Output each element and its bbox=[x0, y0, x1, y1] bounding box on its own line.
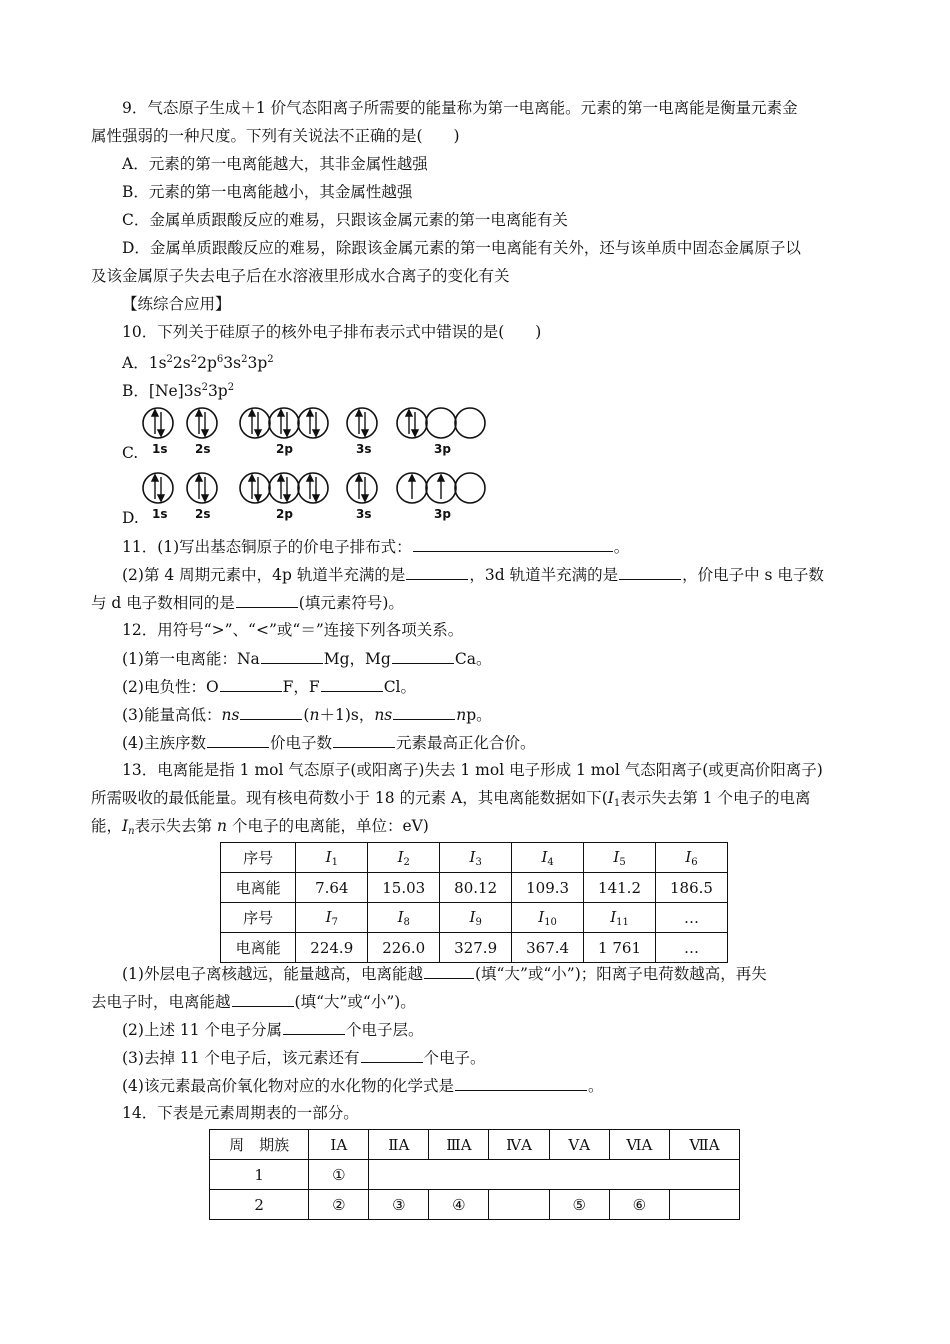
answer-blank[interactable] bbox=[240, 703, 302, 720]
config-1s: 1s bbox=[148, 354, 167, 372]
symbol-i: I bbox=[469, 907, 476, 926]
q12-1-b: Mg，Mg bbox=[323, 650, 391, 668]
q12-item4 bbox=[122, 731, 536, 754]
q13-p1-b: (填“大”或“小”)；阳离子电荷数越高，再失 bbox=[474, 965, 767, 983]
config-2p: 2p bbox=[197, 354, 217, 372]
header-cell bbox=[584, 903, 656, 933]
q13-s2-a: 所需吸收的最低能量。现有核电荷数小于 18 的元素 A，其电离能数据如下( bbox=[91, 789, 608, 807]
q9-option-d-line2: 及该金属原子失去电子后在水溶液里形成水合离子的变化有关 bbox=[91, 267, 510, 285]
orbital-label-3p: 3p bbox=[434, 507, 451, 521]
value-cell: 80.12 bbox=[440, 873, 512, 903]
element-cell: ④ bbox=[429, 1190, 489, 1220]
q10-a-prefix: A． bbox=[122, 354, 149, 372]
q11-part2-mid: ，3d 轨道半充满的是 bbox=[469, 566, 619, 584]
q13-p2-a: (2)上述 11 个电子分属 bbox=[122, 1021, 283, 1039]
q9-option-d-line1: D．金属单质跟酸反应的难易，除跟该金属元素的第一电离能有关外，还与该单质中固态金属原子以 bbox=[122, 239, 801, 257]
answer-blank[interactable] bbox=[207, 731, 269, 748]
symbol-i: I bbox=[325, 907, 332, 926]
q12-2-c: Cl。 bbox=[383, 678, 417, 696]
section-heading: 【练综合应用】 bbox=[122, 295, 231, 313]
header-cell bbox=[512, 843, 584, 873]
q13-s3-sub: n bbox=[128, 826, 135, 837]
sub-index: 7 bbox=[331, 916, 338, 928]
q13-p1-a: (1)外层电子离核越远，能量越高，电离能越 bbox=[122, 965, 423, 983]
element-cell: ⑥ bbox=[609, 1190, 669, 1220]
answer-blank[interactable] bbox=[406, 563, 468, 580]
sub-index: 5 bbox=[619, 856, 626, 868]
q12-1-c: Ca。 bbox=[454, 650, 492, 668]
header-cell: … bbox=[656, 903, 728, 933]
period-label: 2 bbox=[210, 1190, 309, 1220]
answer-blank[interactable] bbox=[283, 1018, 345, 1035]
answer-blank[interactable] bbox=[236, 591, 298, 608]
orbital-label-3p: 3p bbox=[434, 442, 451, 456]
sub-index: 6 bbox=[691, 856, 698, 868]
table-row bbox=[221, 873, 728, 903]
answer-blank[interactable] bbox=[321, 675, 383, 692]
header-corner: 周 期族 bbox=[210, 1130, 309, 1160]
table-row bbox=[221, 843, 728, 873]
symbol-i: I bbox=[325, 847, 332, 866]
q12-3-ns: ns bbox=[221, 706, 240, 724]
sub-index: 3 bbox=[475, 856, 482, 868]
q13-s2-sub: 1 bbox=[613, 798, 621, 809]
q9-option-a: A．元素的第一电离能越大，其非金属性越强 bbox=[122, 155, 428, 173]
answer-blank[interactable] bbox=[413, 535, 613, 552]
q13-part1-line2 bbox=[91, 990, 416, 1013]
q12-item2 bbox=[122, 675, 416, 698]
value-cell: 141.2 bbox=[584, 873, 656, 903]
q12-2-a: (2)电负性：O bbox=[122, 678, 219, 696]
group-header: ⅤA bbox=[549, 1130, 609, 1160]
arrow-pair bbox=[152, 410, 164, 436]
q13-s3-i: I bbox=[122, 817, 129, 835]
q11-line3 bbox=[91, 591, 404, 614]
periodic-table-fragment bbox=[209, 1129, 740, 1220]
orbital-diagram-c bbox=[140, 405, 490, 445]
q13-stem-line3 bbox=[91, 815, 429, 843]
symbol-i: I bbox=[469, 847, 476, 866]
q13-s3-b: 表示失去第 bbox=[134, 817, 218, 835]
q9-stem-line2: 属性强弱的一种尺度。下列有关说法不正确的是( ) bbox=[91, 127, 460, 145]
sub-index: 8 bbox=[403, 916, 410, 928]
q13-s2-b: 表示失去第 1 个电子的电离 bbox=[620, 789, 811, 807]
element-cell: ⑤ bbox=[549, 1190, 609, 1220]
answer-blank[interactable] bbox=[424, 962, 474, 979]
sub-index: 4 bbox=[547, 856, 554, 868]
q12-4-c: 元素最高正化合价。 bbox=[395, 734, 536, 752]
sup-1s: 2 bbox=[166, 354, 173, 365]
value-cell: … bbox=[656, 933, 728, 963]
q13-p3-b: 个电子。 bbox=[423, 1049, 486, 1067]
q12-3-a: (3)能量高低： bbox=[122, 706, 222, 724]
q12-3-c: ＋1)s， bbox=[319, 706, 375, 724]
q13-p3-a: (3)去掉 11 个电子后，该元素还有 bbox=[122, 1049, 360, 1067]
q11-part3-text: 与 d 电子数相同的是 bbox=[91, 594, 235, 612]
group-header: ⅡA bbox=[369, 1130, 429, 1160]
period-label: 1 bbox=[210, 1160, 309, 1190]
group-header: ⅥA bbox=[609, 1130, 669, 1160]
config-3p: 3p bbox=[247, 354, 268, 372]
orbital-diagram-d bbox=[140, 470, 490, 510]
q13-s3-c: 个电子的电离能，单位：eV) bbox=[227, 817, 429, 835]
q11-part1-text: 11．(1)写出基态铜原子的价电子排布式： bbox=[122, 538, 412, 556]
row-label: 电离能 bbox=[221, 873, 296, 903]
q11-line2 bbox=[122, 563, 824, 586]
q11-part2-end: ，价电子中 s 电子数 bbox=[682, 566, 824, 584]
value-cell: 327.9 bbox=[440, 933, 512, 963]
q13-part2 bbox=[122, 1018, 424, 1041]
answer-blank[interactable] bbox=[619, 563, 681, 580]
q10-b-prefix: B． bbox=[122, 382, 149, 400]
q13-p2-b: 个电子层。 bbox=[346, 1021, 424, 1039]
header-cell bbox=[296, 903, 368, 933]
element-cell bbox=[489, 1190, 549, 1220]
value-cell: 1 761 bbox=[584, 933, 656, 963]
sup-b-3p: 2 bbox=[227, 382, 235, 393]
q9-stem-line1: 9．气态原子生成＋1 价气态阳离子所需要的能量称为第一电离能。元素的第一电离能是衡量元素金 bbox=[122, 99, 798, 117]
sup-3s: 2 bbox=[241, 354, 248, 365]
config-core: [Ne] bbox=[148, 382, 184, 400]
q12-1-a: (1)第一电离能：Na bbox=[122, 650, 260, 668]
orbital-label-2p: 2p bbox=[276, 507, 293, 521]
group-header: ⅠA bbox=[309, 1130, 369, 1160]
symbol-i: I bbox=[610, 907, 617, 926]
q12-3-b: ( bbox=[303, 706, 310, 724]
q10-option-d-prefix: D. bbox=[122, 509, 139, 527]
q13-part1-line1 bbox=[122, 962, 767, 985]
orbital-label-2p: 2p bbox=[276, 442, 293, 456]
group-header: ⅦA bbox=[669, 1130, 739, 1160]
empty-cell bbox=[369, 1160, 740, 1190]
group-header: ⅣA bbox=[489, 1130, 549, 1160]
header-cell bbox=[656, 843, 728, 873]
orbital-label-2s: 2s bbox=[195, 507, 211, 521]
row-label: 序号 bbox=[221, 903, 296, 933]
value-cell: 224.9 bbox=[296, 933, 368, 963]
q11-line1 bbox=[122, 535, 629, 558]
q11-part1-end: 。 bbox=[613, 538, 630, 556]
ionization-energy-table bbox=[220, 842, 728, 963]
sub-index: 9 bbox=[475, 916, 482, 928]
q13-p4-a: (4)该元素最高价氧化物对应的水化物的化学式是 bbox=[122, 1077, 454, 1095]
group-header: ⅢA bbox=[429, 1130, 489, 1160]
symbol-i: I bbox=[685, 847, 692, 866]
config-b-3p: 3p bbox=[207, 382, 228, 400]
answer-blank[interactable] bbox=[333, 731, 395, 748]
q10-option-c-prefix: C. bbox=[122, 444, 139, 462]
symbol-i: I bbox=[613, 847, 620, 866]
sup-2s: 2 bbox=[190, 354, 198, 365]
q12-2-b: F，F bbox=[282, 678, 320, 696]
q12-3-d: p。 bbox=[466, 706, 492, 724]
q10-stem: 10．下列关于硅原子的核外电子排布表示式中错误的是( ) bbox=[122, 323, 542, 341]
element-cell: ② bbox=[309, 1190, 369, 1220]
q13-part4 bbox=[122, 1074, 603, 1097]
orbital-label-1s: 1s bbox=[152, 442, 168, 456]
table-row bbox=[221, 933, 728, 963]
sub-index: 2 bbox=[403, 856, 410, 868]
answer-blank[interactable] bbox=[232, 990, 294, 1007]
q12-item1 bbox=[122, 647, 491, 670]
sub-index: 11 bbox=[616, 916, 629, 928]
config-3s: 3s bbox=[223, 354, 242, 372]
orbital-label-3s: 3s bbox=[356, 442, 372, 456]
answer-blank[interactable] bbox=[361, 1046, 423, 1063]
orbital-label-3s: 3s bbox=[356, 507, 372, 521]
value-cell: 7.64 bbox=[296, 873, 368, 903]
element-cell bbox=[669, 1190, 739, 1220]
symbol-i: I bbox=[538, 907, 545, 926]
q13-p4-b: 。 bbox=[587, 1077, 604, 1095]
sup-3p: 2 bbox=[267, 354, 274, 365]
header-cell bbox=[440, 843, 512, 873]
q13-p1-c: 去电子时，电离能越 bbox=[91, 993, 231, 1011]
q12-item3 bbox=[122, 703, 492, 726]
answer-blank[interactable] bbox=[392, 647, 454, 664]
value-cell: 367.4 bbox=[512, 933, 584, 963]
answer-blank[interactable] bbox=[261, 647, 323, 664]
header-cell bbox=[512, 903, 584, 933]
q10-option-b bbox=[122, 377, 234, 402]
header-cell bbox=[296, 843, 368, 873]
q13-stem-line2 bbox=[91, 787, 810, 815]
symbol-i: I bbox=[397, 847, 404, 866]
sub-index: 1 bbox=[331, 856, 338, 868]
q13-s3-a: 能， bbox=[91, 817, 123, 835]
element-cell: ① bbox=[309, 1160, 369, 1190]
q13-s3-n: n bbox=[217, 817, 228, 835]
table-row bbox=[210, 1190, 740, 1220]
table-row bbox=[210, 1160, 740, 1190]
header-cell bbox=[440, 903, 512, 933]
answer-blank[interactable] bbox=[393, 703, 455, 720]
q14-stem: 14．下表是元素周期表的一部分。 bbox=[122, 1104, 359, 1122]
q12-4-b: 价电子数 bbox=[269, 734, 332, 752]
config-b-3s: 3s bbox=[183, 382, 202, 400]
element-cell: ③ bbox=[369, 1190, 429, 1220]
q12-3-n: n bbox=[309, 706, 320, 724]
value-cell: 186.5 bbox=[656, 873, 728, 903]
q9-option-b: B．元素的第一电离能越小，其金属性越强 bbox=[122, 183, 413, 201]
orbital-label-1s: 1s bbox=[152, 507, 168, 521]
q13-s2-i: I bbox=[607, 789, 614, 807]
header-cell bbox=[584, 843, 656, 873]
table-row bbox=[221, 903, 728, 933]
table-row bbox=[210, 1130, 740, 1160]
value-cell: 226.0 bbox=[368, 933, 440, 963]
q11-part2-text: (2)第 4 周期元素中，4p 轨道半充满的是 bbox=[122, 566, 406, 584]
q12-4-a: (4)主族序数 bbox=[122, 734, 206, 752]
value-cell: 15.03 bbox=[368, 873, 440, 903]
answer-blank[interactable] bbox=[220, 675, 282, 692]
header-cell bbox=[368, 903, 440, 933]
q12-stem: 12．用符号“>”、“<”或“＝”连接下列各项关系。 bbox=[122, 621, 464, 639]
header-cell bbox=[368, 843, 440, 873]
q12-3-ns2: ns bbox=[374, 706, 393, 724]
symbol-i: I bbox=[397, 907, 404, 926]
q10-option-a bbox=[122, 349, 274, 374]
orbital-label-2s: 2s bbox=[195, 442, 211, 456]
q11-part3-end: (填元素符号)。 bbox=[298, 594, 404, 612]
q12-3-np: n bbox=[456, 706, 467, 724]
value-cell: 109.3 bbox=[512, 873, 584, 903]
answer-blank[interactable] bbox=[455, 1074, 587, 1091]
symbol-i: I bbox=[541, 847, 548, 866]
q9-option-c: C．金属单质跟酸反应的难易，只跟该金属元素的第一电离能有关 bbox=[122, 211, 568, 229]
sub-index: 10 bbox=[544, 916, 557, 928]
row-label: 序号 bbox=[221, 843, 296, 873]
sup-2p: 6 bbox=[216, 354, 224, 365]
row-label: 电离能 bbox=[221, 933, 296, 963]
q13-p1-d: (填“大”或“小”)。 bbox=[294, 993, 416, 1011]
config-2s: 2s bbox=[172, 354, 191, 372]
q13-stem-line1: 13．电离能是指 1 mol 气态原子(或阳离子)失去 1 mol 电子形成 1 mol 气态阳离子(或更高价阳离子) bbox=[122, 761, 823, 779]
q13-part3 bbox=[122, 1046, 486, 1069]
sup-b-3s: 2 bbox=[201, 382, 208, 393]
